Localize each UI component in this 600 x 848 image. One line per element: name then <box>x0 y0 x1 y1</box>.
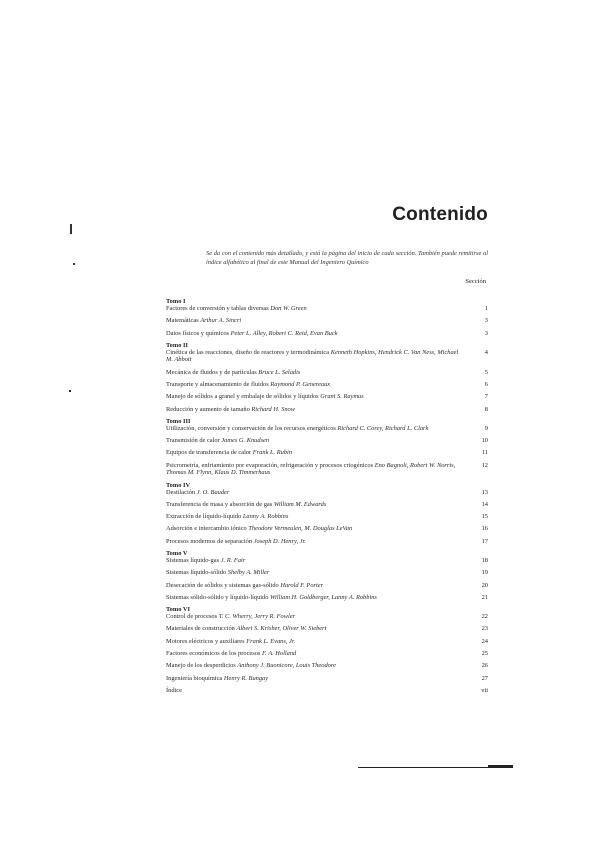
entry-topic: Sistemas líquido-gas <box>166 556 220 564</box>
entry-topic: Cinética de las reacciones, diseño de reactores y termodinámica <box>166 348 330 356</box>
entry-topic: Materiales de construcción <box>166 625 235 633</box>
entry-section-number: 23 <box>481 625 488 633</box>
entry-authors: William M. Edwards <box>273 500 327 508</box>
entry-authors: Richard H. Snow <box>251 405 295 413</box>
entry-authors: Arthur A. Sincri <box>200 317 242 325</box>
page-title: Contenido <box>392 204 488 225</box>
entry-topic: Utilización, conversión y conservación de los recursos energéticos <box>166 424 336 432</box>
entry-authors: Bruce L. Seladis <box>258 368 301 376</box>
entry-section-number: 4 <box>484 348 488 356</box>
entry-topic: Control de procesos <box>166 613 218 621</box>
entry-section-number: vii <box>481 686 488 694</box>
toc-entry[interactable] <box>166 513 488 521</box>
entry-topic: Psicrometría, enfriamiento por evaporación, refrigeración y procesos criogénicos <box>166 461 374 469</box>
entry-authors: Shelby A. Miller <box>227 569 270 577</box>
entry-authors: Henry R. Bungay <box>223 674 269 682</box>
entry-section-number: 10 <box>481 437 488 445</box>
entry-section-number: 3 <box>484 329 488 337</box>
entry-section-number: 9 <box>484 424 488 432</box>
entry-topic: Equipos de transferencia de calor <box>166 449 252 457</box>
entry-section-number: 24 <box>481 637 488 645</box>
section-column-header: Sección <box>465 278 486 285</box>
entry-topic: Manejo de sólidos a granel y embalaje de sólidos y líquidos <box>166 393 319 401</box>
entry-authors: Richard C. Corey, Richard L. Clark <box>337 424 429 432</box>
entry-section-number: 21 <box>481 593 488 601</box>
entry-section-number: 25 <box>481 649 488 657</box>
toc-entry[interactable] <box>166 662 488 670</box>
toc-entry[interactable] <box>166 501 488 509</box>
entry-authors: Kenneth Hopkins, Hendrick C. Van Ness, Michael M. Abbott <box>166 348 459 364</box>
entry-topic: Índice <box>166 686 182 694</box>
toc-entry[interactable] <box>166 330 488 338</box>
entry-section-number: 3 <box>484 317 488 325</box>
toc-entry[interactable] <box>166 569 488 577</box>
entry-authors: Harold F. Porter <box>280 581 324 589</box>
entry-section-number: 6 <box>484 381 488 388</box>
toc-entry[interactable] <box>166 538 488 546</box>
entry-section-number: 15 <box>481 513 488 521</box>
entry-topic: Matemáticas <box>166 317 199 325</box>
entry-topic: Transmisión de calor <box>166 437 220 445</box>
entry-authors: Grant S. Raymus <box>320 393 364 401</box>
entry-section-number: 26 <box>481 662 488 670</box>
entry-authors: Albert S. Krisher, Oliver W. Siebert <box>236 625 327 633</box>
entry-authors: Frank L. Rubin <box>252 449 293 457</box>
entry-topic: Adsorción e intercambio iónico <box>166 525 247 533</box>
toc-entry[interactable] <box>166 687 488 695</box>
entry-section-number: 17 <box>481 537 488 545</box>
entry-section-number: 20 <box>481 581 488 589</box>
entry-authors: Theodore Vermeulen, M. Douglas LeVan <box>248 525 353 533</box>
volume-label: Tomo VI <box>166 606 190 614</box>
volume-group <box>166 482 488 546</box>
entry-section-number: 7 <box>484 393 488 401</box>
entry-section-number: 22 <box>481 613 488 621</box>
entry-topic: Mecánica de fluidos y de partículas <box>166 368 257 376</box>
entry-authors: Lanny A. Robbins <box>242 513 289 521</box>
footer-rule-thick <box>488 765 513 767</box>
toc-entry[interactable] <box>166 675 488 683</box>
table-of-contents <box>166 296 488 699</box>
entry-authors: Frank L. Evans, Jr. <box>246 637 296 645</box>
entry-section-number: 16 <box>481 525 488 533</box>
entry-authors: Raymond P. Genereaux <box>270 381 331 388</box>
entry-authors: James G. Knudsen <box>221 437 270 445</box>
entry-authors: F. A. Holland <box>262 649 297 657</box>
toc-entry[interactable] <box>166 594 488 602</box>
toc-entry[interactable] <box>166 613 488 621</box>
toc-entry[interactable] <box>166 317 488 325</box>
volume-group <box>166 418 488 477</box>
entry-authors: Don W. Green <box>270 305 307 312</box>
toc-entry[interactable] <box>166 393 488 401</box>
volume-label: Tomo II <box>166 341 188 349</box>
entry-topic: Extracción de líquido-líquido <box>166 513 242 521</box>
toc-entry[interactable] <box>166 557 488 565</box>
entry-topic: Motores eléctricos y auxiliares <box>166 637 245 645</box>
entry-topic: Transferencia de masa y absorción de gas <box>166 500 273 508</box>
toc-entry[interactable] <box>166 425 488 433</box>
scan-mark <box>70 224 72 234</box>
toc-entry[interactable] <box>166 349 488 364</box>
volume-label: Tomo III <box>166 417 191 425</box>
volume-group <box>166 550 488 601</box>
volume-group <box>166 606 488 694</box>
toc-entry[interactable] <box>166 305 488 313</box>
entry-topic: Sistemas sólido-sólido y líquido-líquido <box>166 593 269 601</box>
entry-section-number: 27 <box>481 674 488 682</box>
entry-authors: T. C. Wherry, Jerry R. Fowler <box>218 613 296 621</box>
entry-section-number: 12 <box>481 461 488 469</box>
entry-topic: Factores de conversión y tablas diversas <box>166 305 269 312</box>
scan-dot <box>73 263 75 265</box>
toc-entry[interactable] <box>166 406 488 414</box>
toc-entry[interactable] <box>166 381 488 389</box>
entry-authors: J. R. Fair <box>220 556 246 564</box>
scan-dot <box>69 390 71 392</box>
entry-authors: Peter L. Alley, Robert C. Reid, Evan Buck <box>230 329 338 337</box>
entry-section-number: 13 <box>481 488 488 496</box>
entry-authors: William H. Goldberger, Lanny A. Robbins <box>270 593 377 601</box>
entry-topic: Transporte y almacenamiento de fluidos <box>166 381 269 388</box>
toc-entry[interactable] <box>166 582 488 590</box>
toc-entry[interactable] <box>166 369 488 377</box>
volume-label: Tomo IV <box>166 481 191 489</box>
entry-section-number: 1 <box>484 305 488 312</box>
entry-topic: Manejo de los desperdicios <box>166 662 236 670</box>
entry-topic: Procesos modernos de separación <box>166 537 253 545</box>
entry-authors: Anthony J. Buonicore, Louis Theodore <box>237 662 336 670</box>
toc-entry[interactable] <box>166 449 488 457</box>
entry-topic: Ingeniería bioquímica <box>166 674 223 682</box>
intro-paragraph: Se da con el contenido más detallado, y está la página del inicio de cada sección. También puede remitirse al índice alfabético al final de este Manual del Ingeniero Químico <box>206 250 488 266</box>
entry-section-number: 19 <box>481 569 488 577</box>
entry-section-number: 18 <box>481 556 488 564</box>
entry-section-number: 8 <box>484 405 488 413</box>
entry-section-number: 5 <box>484 368 488 376</box>
entry-topic: Datos físicos y químicos <box>166 329 230 337</box>
volume-group <box>166 342 488 413</box>
entry-topic: Destilación <box>166 488 196 496</box>
toc-entry[interactable] <box>166 638 488 646</box>
entry-topic: Desecación de sólidos y sistemas gas-sólido <box>166 581 279 589</box>
volume-label: Tomo I <box>166 298 186 305</box>
toc-entry[interactable] <box>166 525 488 533</box>
entry-topic: Sistemas líquido-sólido <box>166 569 227 577</box>
entry-section-number: 14 <box>481 500 488 508</box>
toc-entry[interactable] <box>166 462 488 477</box>
volume-group <box>166 298 488 337</box>
entry-authors: Eno Bagnoli, Robert W. Norris, Thomas M. Flynn, Klaus D. Timmerhaus <box>166 461 456 477</box>
volume-label: Tomo V <box>166 549 188 557</box>
entry-topic: Factores económicos de los procesos <box>166 649 261 657</box>
toc-entry[interactable] <box>166 650 488 658</box>
entry-section-number: 11 <box>481 449 488 457</box>
entry-authors: J. O. Bauder <box>196 488 230 496</box>
toc-entry[interactable] <box>166 625 488 633</box>
entry-authors: Joseph D. Henry, Jr. <box>253 537 306 545</box>
entry-topic: Reducción y aumento de tamaño <box>166 405 250 413</box>
footer-rule <box>358 767 513 768</box>
toc-entry[interactable] <box>166 437 488 445</box>
toc-entry[interactable] <box>166 489 488 497</box>
